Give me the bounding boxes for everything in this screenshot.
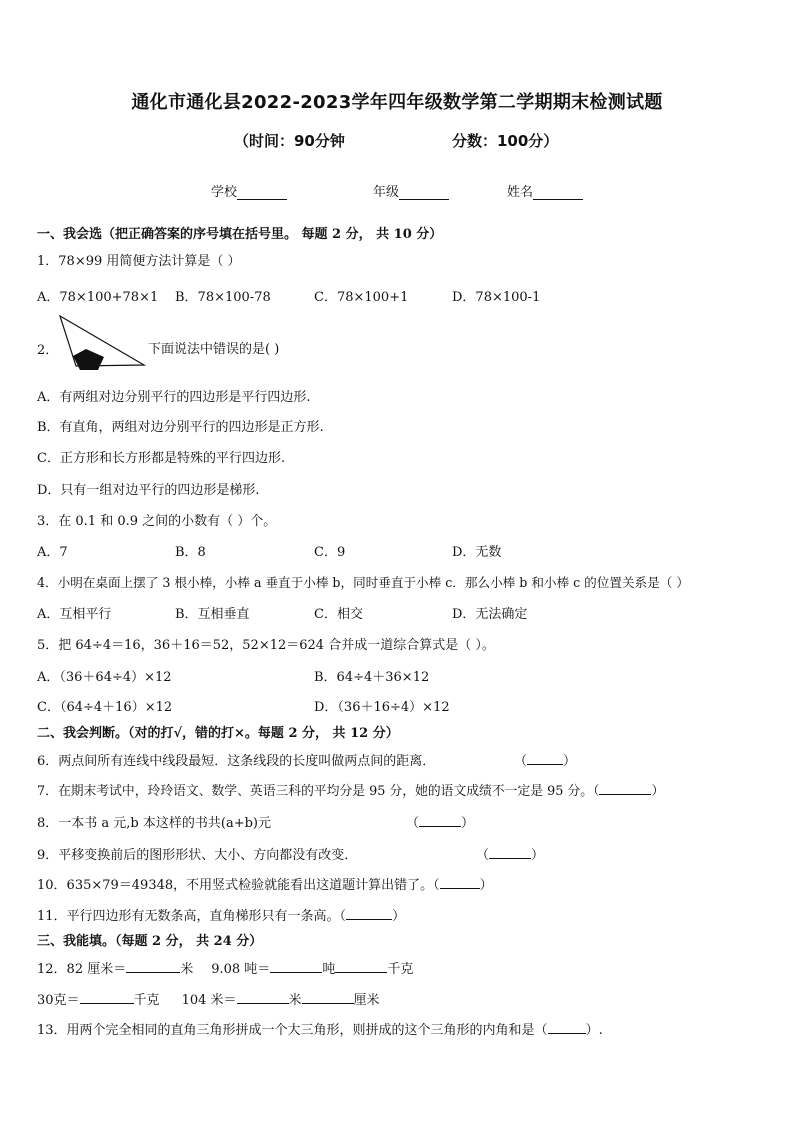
q1-option-c[interactable]: C．78×100+1 (314, 290, 409, 305)
q12-blank-5[interactable] (237, 990, 289, 1004)
q10-answer-blank[interactable] (440, 875, 480, 889)
question-13: 13．用两个完全相同的直角三角形拼成一个大三角形，则拼成的这个三角形的内角和是（ ）. (37, 1019, 603, 1038)
q3-option-b[interactable]: B．8 (175, 545, 206, 560)
section3-heading: 三、我能填。（每题 2 分， 共 24 分） (37, 934, 263, 949)
q4-option-d[interactable]: D．无法确定 (452, 607, 528, 622)
question-12-line2: 30克＝ 千克 104 米＝ 米 厘米 (37, 989, 380, 1008)
q5-option-a[interactable]: A．（36＋64÷4）×12 (37, 670, 172, 685)
section1-heading: 一、我会选（把正确答案的序号填在括号里。 每题 2 分， 共 10 分） (37, 227, 443, 242)
q4-option-a[interactable]: A．互相平行 (37, 607, 112, 622)
question-1: 1．78×99 用简便方法计算是（ ） (37, 254, 241, 269)
name-label: 姓名 (507, 185, 534, 200)
q6-answer-blank[interactable] (527, 751, 563, 765)
question-11: 11．平行四边形有无数条高，直角梯形只有一条高。（ ） (37, 905, 405, 924)
q12-blank-1[interactable] (126, 959, 180, 973)
q5-option-d[interactable]: D．（36＋16÷4）×12 (314, 700, 450, 715)
grade-field (373, 181, 449, 200)
question-9: 9．平移变换前后的图形形状、大小、方向都没有改变． (37, 848, 358, 863)
section2-heading: 二、我会判断。（对的打√，错的打×。每题 2 分， 共 12 分） (37, 726, 399, 741)
question-12-line1: 12．82 厘米＝ 米 9.08 吨＝ 吨 千克 (37, 958, 413, 977)
time-label: （时间：90分钟 (234, 132, 345, 150)
q3-option-d[interactable]: D．无数 (452, 545, 502, 560)
q9-answer: （ ） (476, 844, 544, 863)
q2-option-c[interactable]: C．正方形和长方形都是特殊的平行四边形. (37, 451, 286, 466)
school-label: 学校 (211, 185, 238, 200)
q2-option-b[interactable]: B．有直角，两组对边分别平行的四边形是正方形. (37, 420, 324, 435)
school-blank[interactable] (237, 185, 287, 200)
q4-option-b[interactable]: B．互相垂直 (175, 607, 250, 622)
question-6: 6．两点间所有连线中线段最短．这条线段的长度叫做两点间的距离． (37, 754, 436, 769)
question-10: 10．635×79＝49348，不用竖式检验就能看出这道题计算出错了。（ ） (37, 874, 493, 893)
question-4: 4．小明在桌面上摆了 3 根小棒，小棒 a 垂直于小棒 b，同时垂直于小棒 c．那么小棒 b 和小棒 c 的位置关系是（ ） (37, 575, 689, 590)
name-field (507, 181, 583, 200)
q6-answer: （ ） (514, 750, 576, 769)
q2-option-d[interactable]: D．只有一组对边平行的四边形是梯形. (37, 483, 260, 498)
q3-option-c[interactable]: C．9 (314, 545, 346, 560)
q7-answer-blank[interactable] (599, 781, 651, 795)
name-blank[interactable] (533, 185, 583, 200)
q8-answer-blank[interactable] (419, 813, 461, 827)
q12-blank-6[interactable] (302, 990, 354, 1004)
question-8: 8．一本书 a 元,b 本这样的书共(a+b)元 (37, 816, 271, 831)
grade-blank[interactable] (399, 185, 449, 200)
question-3: 3．在 0.1 和 0.9 之间的小数有（ ）个。 (37, 514, 277, 529)
q9-answer-blank[interactable] (489, 845, 531, 859)
q1-option-b[interactable]: B．78×100-78 (175, 290, 271, 305)
q1-option-a[interactable]: A．78×100+78×1 (37, 290, 159, 305)
q11-answer-blank[interactable] (346, 906, 392, 920)
question-2-number: 2． (37, 343, 59, 358)
grade-label: 年级 (373, 185, 400, 200)
q3-option-a[interactable]: A．7 (37, 545, 68, 560)
q5-option-b[interactable]: B．64÷4＋36×12 (314, 670, 430, 685)
question-2: 下面说法中错误的是( ) (148, 342, 280, 357)
q4-option-c[interactable]: C．相交 (314, 607, 363, 622)
q1-option-d[interactable]: D．78×100-1 (452, 290, 541, 305)
question-7: 7．在期末考试中，玲玲语文、数学、英语三科的平均分是 95 分，她的语文成绩不一定是 95 分。（ ） (37, 780, 664, 799)
q12-blank-4[interactable] (80, 990, 134, 1004)
q5-option-c[interactable]: C．（64÷4＋16）×12 (37, 700, 173, 715)
q12-blank-2[interactable] (270, 959, 322, 973)
q2-option-a[interactable]: A．有两组对边分别平行的四边形是平行四边形. (37, 390, 311, 405)
torn-corner-shape (73, 349, 104, 370)
score-label: 分数：100分） (452, 132, 559, 150)
q12-blank-3[interactable] (335, 959, 387, 973)
q13-answer-blank[interactable] (548, 1020, 586, 1034)
q8-answer: （ ） (406, 812, 474, 831)
triangle-figure (58, 314, 148, 374)
question-5: 5．把 64÷4＝16，36＋16＝52，52×12＝624 合并成一道综合算式是（ ）。 (37, 638, 495, 653)
exam-title: 通化市通化县2022-2023学年四年级数学第二学期期末检测试题 (131, 92, 663, 113)
school-field (211, 181, 287, 200)
